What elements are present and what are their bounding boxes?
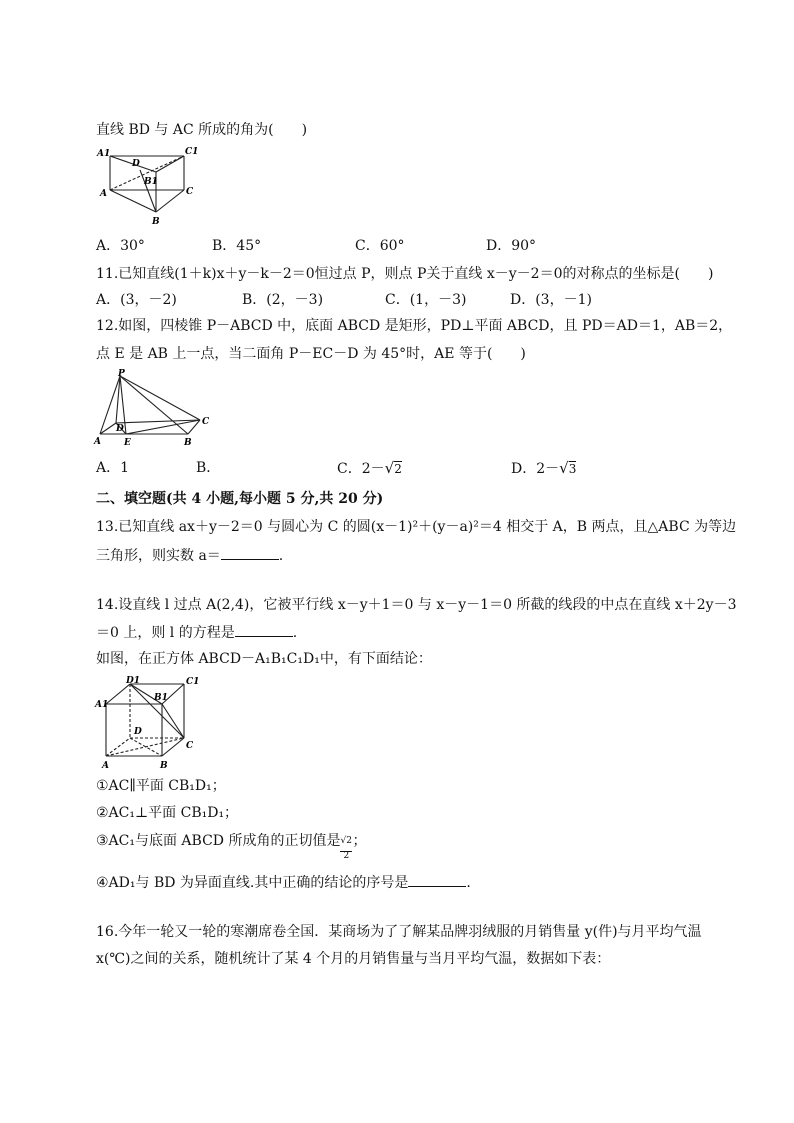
q15-item2: ②AC₁⊥平面 CB₁D₁； <box>96 805 239 821</box>
q11-stem: 11.已知直线(1＋k)x＋y－k－2＝0恒过点 P，则点 P关于直线 x－y－2＝0的对称点的坐标是( ) <box>96 266 714 282</box>
q11-option-d: D．(3，－1) <box>510 292 592 308</box>
fig-label: C <box>186 187 194 197</box>
q10-prism-figure <box>96 144 200 226</box>
q14-line2 <box>96 622 297 643</box>
q16-line2: x(℃)之间的关系，随机统计了某 4 个月的月销售量与当月平均气温，数据如下表： <box>96 951 611 967</box>
q12-option-c-radicand: 2 <box>394 462 402 476</box>
q13-answer-blank[interactable] <box>221 545 279 560</box>
fig-label: P <box>118 369 125 379</box>
q13-line1: 13.已知直线 ax＋y－2＝0 与圆心为 C 的圆(x－1)²＋(y－a)²＝4 相交于 A，B 两点，且△ABC 为等边 <box>96 519 737 535</box>
fig-label: B <box>152 217 160 226</box>
q11-option-c: C．(1，－3) <box>385 292 467 308</box>
fig-label: E <box>124 438 131 448</box>
q13-line2-text: 三角形，则实数 a＝ <box>96 548 221 564</box>
fig-label: B <box>184 438 192 448</box>
q15-item3 <box>96 831 367 861</box>
fig-label: C <box>186 741 194 751</box>
q12-option-b: B． <box>196 460 221 476</box>
q15-item1: ①AC∥平面 CB₁D₁； <box>96 778 226 794</box>
fig-label: B1 <box>154 693 168 703</box>
q15-item3-end: ； <box>352 833 367 849</box>
fig-label: B1 <box>144 177 158 187</box>
fig-label: C1 <box>185 147 199 157</box>
fraction-numerator: √2 <box>340 831 351 852</box>
fig-label: D1 <box>126 676 141 686</box>
q14-line2-text: ＝0 上，则 l 的方程是 <box>96 625 235 641</box>
q10-stem: 直线 BD 与 AC 所成的角为( ) <box>96 122 308 138</box>
fig-label: A <box>100 189 107 199</box>
q10-option-a: A．30° <box>96 238 145 254</box>
q15-item4 <box>96 872 471 893</box>
fig-label: C <box>202 417 210 427</box>
q11-option-b: B．(2，－3) <box>242 292 324 308</box>
fig-label: C1 <box>186 677 200 687</box>
sqrt-icon: √ <box>559 459 569 477</box>
q15-item4-end: . <box>466 875 471 891</box>
fig-label: A <box>102 761 109 770</box>
fig-label: D <box>132 159 140 169</box>
fig-label: A1 <box>95 700 109 710</box>
q12-option-a: A．1 <box>96 460 130 476</box>
q13-line2 <box>96 545 283 566</box>
q10-option-d: D．90° <box>486 238 537 254</box>
fig-label: A1 <box>97 149 111 159</box>
q15-intro: 如图，在正方体 ABCD－A₁B₁C₁D₁中，有下面结论： <box>96 651 432 667</box>
q16-line1: 16.今年一轮又一轮的寒潮席卷全国．某商场为了了解某品牌羽绒服的月销售量 y(件)与月平均气温 <box>96 924 702 940</box>
q12-option-c <box>337 458 402 479</box>
fig-label: D <box>134 727 142 737</box>
q12-option-d-text: D．2－ <box>511 461 560 477</box>
fraction-denominator: 2 <box>343 851 350 861</box>
q15-answer-blank[interactable] <box>408 872 466 887</box>
q12-pyramid-figure <box>92 368 212 448</box>
q12-option-d-radicand: 3 <box>568 462 577 476</box>
q12-option-d <box>511 458 576 479</box>
q15-cube-figure <box>94 674 204 770</box>
sqrt-icon: √ <box>384 459 395 477</box>
fig-label: D <box>116 424 124 434</box>
q15-item4-text: ④AD₁与 BD 为异面直线.其中正确的结论的序号是 <box>96 875 409 891</box>
q15-item3-text: ③AC₁与底面 ABCD 所成角的正切值是 <box>96 833 341 849</box>
q13-line2-end: . <box>278 548 284 564</box>
section-heading: 二、填空题(共 4 小题,每小题 5 分,共 20 分) <box>96 491 384 507</box>
q14-line1: 14.设直线 l 过点 A(2,4)，它被平行线 x－y＋1＝0 与 x－y－1＝0 所截的线段的中点在直线 x＋2y－3 <box>96 597 737 613</box>
fig-label: A <box>94 437 101 447</box>
q14-line2-end: . <box>292 625 298 641</box>
q12-option-c-text: C．2－ <box>337 461 385 477</box>
q14-answer-blank[interactable] <box>235 622 293 637</box>
q10-option-c: C．60° <box>355 238 405 254</box>
q11-option-a: A．(3，－2) <box>96 292 177 308</box>
q15-item3-fraction <box>340 831 352 861</box>
q12-stem-line1: 12.如图，四棱锥 P－ABCD 中，底面 ABCD 是矩形，PD⊥平面 ABCD，且 PD＝AD＝1，AB＝2， <box>96 318 733 334</box>
q12-stem-line2: 点 E 是 AB 上一点，当二面角 P－EC－D 为 45°时，AE 等于( ) <box>96 346 526 362</box>
fig-label: B <box>160 761 168 770</box>
q10-option-b: B．45° <box>212 238 262 254</box>
